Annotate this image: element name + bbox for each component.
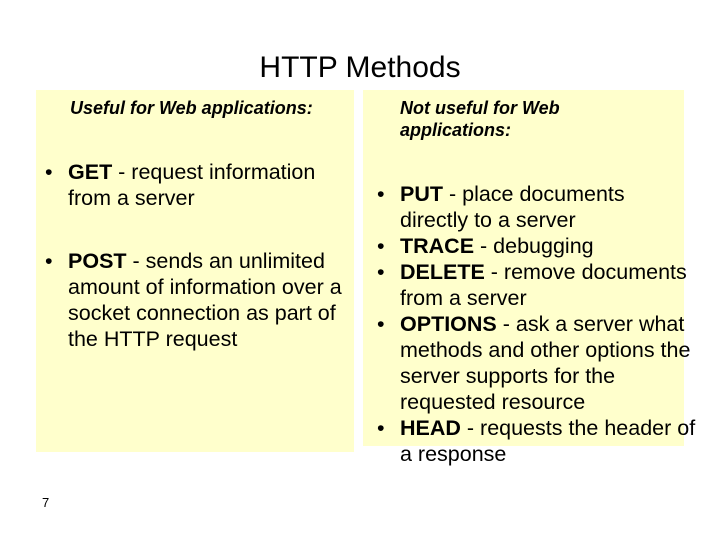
bullet-icon: •	[377, 312, 385, 336]
slide-number: 7	[42, 495, 50, 510]
list-item-put	[377, 181, 697, 233]
right-panel-heading: Not useful for Web applications:	[400, 98, 560, 140]
method-description: - debugging	[474, 234, 594, 258]
method-description: - request information from a server	[68, 160, 316, 210]
list-item-delete	[377, 259, 697, 311]
bullet-icon: •	[45, 249, 53, 273]
method-description: - ask a server what methods and other options the server supports for the requested resource	[400, 312, 691, 414]
list-item-trace	[377, 233, 697, 259]
slide-title: HTTP Methods	[259, 51, 461, 84]
method-description: - requests the header of a response	[400, 416, 696, 466]
method-name: OPTIONS	[400, 312, 497, 336]
method-description: - sends an unlimited amount of information over a socket connection as part of the HTTP request	[68, 249, 342, 351]
list-item-get	[45, 159, 355, 211]
method-name: PUT	[400, 182, 443, 206]
useful-methods-list	[45, 159, 355, 352]
method-name: DELETE	[400, 260, 485, 284]
list-item-head	[377, 415, 697, 467]
left-panel-heading: Useful for Web applications:	[70, 98, 313, 118]
bullet-icon: •	[45, 160, 53, 184]
bullet-icon: •	[377, 416, 385, 440]
list-item-options	[377, 311, 697, 415]
method-name: TRACE	[400, 234, 475, 258]
bullet-icon: •	[377, 260, 385, 284]
not-useful-methods-list	[377, 181, 697, 467]
list-item-post	[45, 248, 355, 352]
method-description: - place documents directly to a server	[400, 182, 625, 232]
method-name: GET	[68, 160, 113, 184]
method-name: POST	[68, 249, 127, 273]
method-name: HEAD	[400, 416, 461, 440]
method-description: - remove documents from a server	[400, 260, 687, 310]
bullet-icon: •	[377, 234, 385, 258]
bullet-icon: •	[377, 182, 385, 206]
